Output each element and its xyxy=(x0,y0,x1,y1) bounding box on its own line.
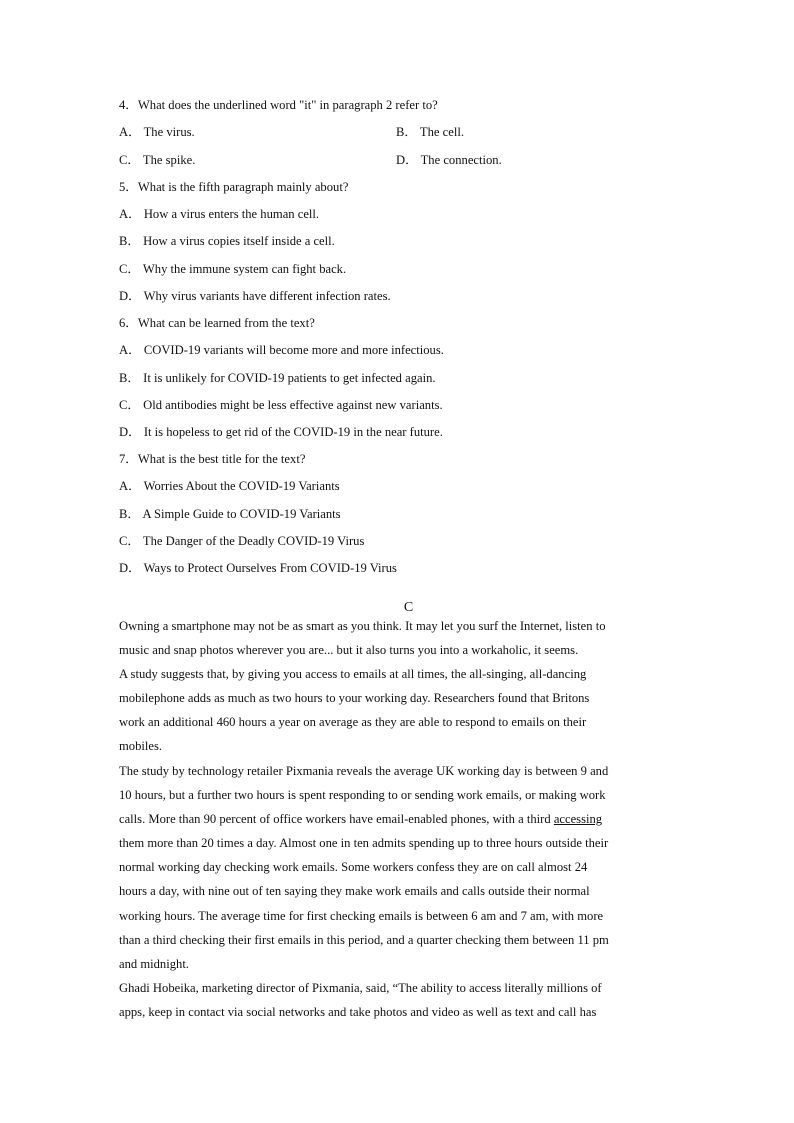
question-4-option-c: C． The spike. xyxy=(119,153,196,167)
question-7-option-b: B． A Simple Guide to COVID-19 Variants xyxy=(119,507,341,521)
passage-line: Ghadi Hobeika, marketing director of Pixmania, said, “The ability to access literally millions of xyxy=(119,981,602,995)
question-4-option-a: A． The virus. xyxy=(119,125,195,139)
question-6-option-b: B． It is unlikely for COVID-19 patients to get infected again. xyxy=(119,371,436,385)
passage-line: than a third checking their first emails in this period, and a quarter checking them between 11 pm xyxy=(119,933,609,947)
question-4-option-b: B． The cell. xyxy=(396,125,464,139)
question-6-option-a: A． COVID-19 variants will become more and more infectious. xyxy=(119,343,444,357)
question-4-stem: 4．What does the underlined word "it" in paragraph 2 refer to? xyxy=(119,98,438,112)
passage-line: A study suggests that, by giving you access to emails at all times, the all-singing, all-dancing xyxy=(119,667,587,681)
question-5-option-a: A． How a virus enters the human cell. xyxy=(119,207,320,221)
question-6-option-d: D． It is hopeless to get rid of the COVID-19 in the near future. xyxy=(119,425,443,439)
passage-line: Owning a smartphone may not be as smart as you think. It may let you surf the Internet, listen to xyxy=(119,619,606,633)
passage-line: apps, keep in contact via social networks and take photos and video as well as text and call has xyxy=(119,1005,597,1019)
passage-line: them more than 20 times a day. Almost one in ten admits spending up to three hours outside their xyxy=(119,836,609,850)
section-heading: C xyxy=(403,600,414,615)
passage-line: work an additional 460 hours a year on average as they are able to respond to emails on their xyxy=(119,715,587,729)
passage-line: music and snap photos wherever you are... but it also turns you into a workaholic, it seems. xyxy=(119,643,579,657)
question-7-option-c: C． The Danger of the Deadly COVID-19 Virus xyxy=(119,534,365,548)
question-7-stem: 7．What is the best title for the text? xyxy=(119,452,306,466)
passage-line-with-underline xyxy=(119,811,602,827)
question-5-option-d: D． Why virus variants have different infection rates. xyxy=(119,289,391,303)
passage-line: normal working day checking work emails. Some workers confess they are on call almost 24 xyxy=(119,860,588,874)
passage-line: hours a day, with nine out of ten saying they make work emails and calls outside their normal xyxy=(119,884,590,898)
passage-line: 10 hours, but a further two hours is spent responding to or sending work emails, or making work xyxy=(119,788,606,802)
passage-line: and midnight. xyxy=(119,957,189,971)
question-7-option-d: D． Ways to Protect Ourselves From COVID-19 Virus xyxy=(119,561,397,575)
passage-line: mobilephone adds as much as two hours to your working day. Researchers found that Britons xyxy=(119,691,590,705)
passage-line: working hours. The average time for first checking emails is between 6 am and 7 am, with more xyxy=(119,909,604,923)
question-6-stem: 6．What can be learned from the text? xyxy=(119,316,315,330)
passage-line: mobiles. xyxy=(119,739,163,753)
question-5-stem: 5．What is the fifth paragraph mainly about? xyxy=(119,180,349,194)
question-5-option-c: C． Why the immune system can fight back. xyxy=(119,262,347,276)
question-5-option-b: B． How a virus copies itself inside a cell. xyxy=(119,234,335,248)
question-4-option-d: D． The connection. xyxy=(396,153,502,167)
passage-line: The study by technology retailer Pixmania reveals the average UK working day is between 9 and xyxy=(119,764,609,778)
passage-line-text: calls. More than 90 percent of office workers have email-enabled phones, with a third xyxy=(119,812,554,826)
underlined-word: accessing xyxy=(553,812,603,826)
question-6-option-c: C． Old antibodies might be less effective against new variants. xyxy=(119,398,443,412)
question-7-option-a: A． Worries About the COVID-19 Variants xyxy=(119,479,340,493)
